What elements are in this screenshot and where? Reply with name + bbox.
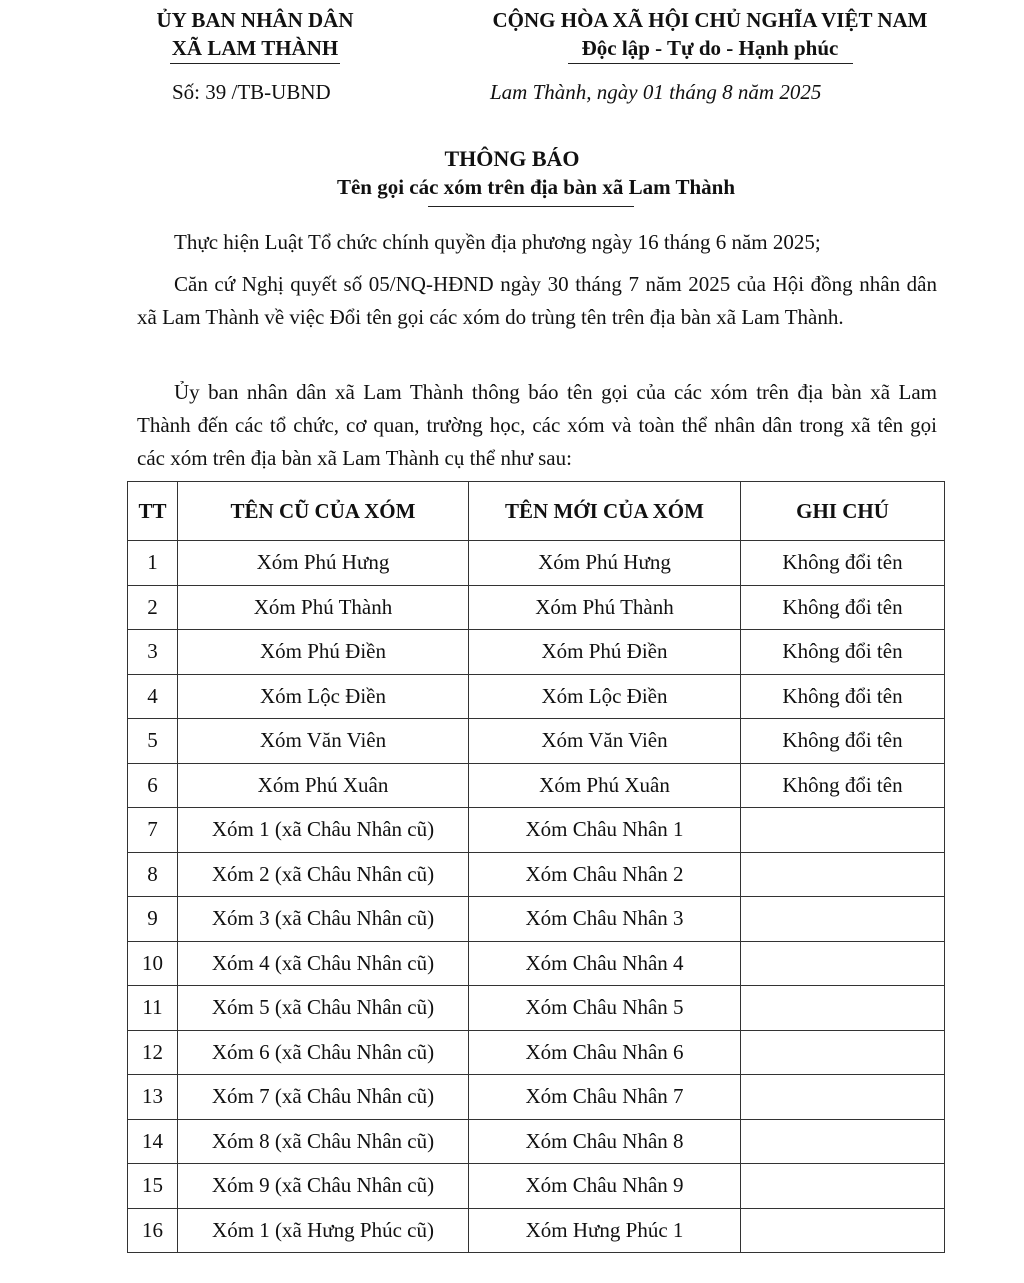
cell-note xyxy=(741,808,945,853)
cell-note: Không đổi tên xyxy=(741,763,945,808)
table-body xyxy=(128,541,945,1253)
cell-new-name: Xóm Phú Xuân xyxy=(469,763,741,808)
cell-new-name: Xóm Văn Viên xyxy=(469,719,741,764)
cell-new-name: Xóm Châu Nhân 6 xyxy=(469,1030,741,1075)
cell-old-name: Xóm 8 (xã Châu Nhân cũ) xyxy=(178,1119,469,1164)
cell-tt: 13 xyxy=(128,1075,178,1120)
table-row xyxy=(128,763,945,808)
motto-underline xyxy=(568,63,853,64)
cell-new-name: Xóm Hưng Phúc 1 xyxy=(469,1208,741,1253)
header-note: GHI CHÚ xyxy=(741,482,945,541)
cell-tt: 16 xyxy=(128,1208,178,1253)
table-row xyxy=(128,719,945,764)
table-row xyxy=(128,1075,945,1120)
document-number: Số: 39 /TB-UBND xyxy=(172,80,331,104)
cell-old-name: Xóm 1 (xã Châu Nhân cũ) xyxy=(178,808,469,853)
table-header-row xyxy=(128,482,945,541)
table-row xyxy=(128,1030,945,1075)
document-subtitle: Tên gọi các xóm trên địa bàn xã Lam Thành xyxy=(336,175,736,199)
table-row xyxy=(128,1119,945,1164)
cell-old-name: Xóm 9 (xã Châu Nhân cũ) xyxy=(178,1164,469,1209)
cell-note: Không đổi tên xyxy=(741,585,945,630)
table-row xyxy=(128,630,945,675)
cell-old-name: Xóm 1 (xã Hưng Phúc cũ) xyxy=(178,1208,469,1253)
cell-new-name: Xóm Châu Nhân 3 xyxy=(469,897,741,942)
cell-note xyxy=(741,1030,945,1075)
table-row xyxy=(128,1208,945,1253)
cell-old-name: Xóm 2 (xã Châu Nhân cũ) xyxy=(178,852,469,897)
cell-note xyxy=(741,986,945,1031)
cell-note: Không đổi tên xyxy=(741,719,945,764)
cell-new-name: Xóm Phú Thành xyxy=(469,585,741,630)
cell-note xyxy=(741,1208,945,1253)
cell-tt: 6 xyxy=(128,763,178,808)
cell-note xyxy=(741,941,945,986)
paragraph-legal-basis: Thực hiện Luật Tổ chức chính quyền địa phương ngày 16 tháng 6 năm 2025; xyxy=(174,230,821,254)
cell-note: Không đổi tên xyxy=(741,541,945,586)
cell-note xyxy=(741,1119,945,1164)
document-title: THÔNG BÁO xyxy=(444,146,580,171)
issuing-authority xyxy=(130,6,380,64)
cell-new-name: Xóm Châu Nhân 9 xyxy=(469,1164,741,1209)
cell-old-name: Xóm 7 (xã Châu Nhân cũ) xyxy=(178,1075,469,1120)
cell-tt: 9 xyxy=(128,897,178,942)
authority-line-1: ỦY BAN NHÂN DÂN xyxy=(156,8,354,32)
cell-old-name: Xóm Văn Viên xyxy=(178,719,469,764)
cell-tt: 14 xyxy=(128,1119,178,1164)
cell-old-name: Xóm 4 (xã Châu Nhân cũ) xyxy=(178,941,469,986)
cell-old-name: Xóm Phú Xuân xyxy=(178,763,469,808)
subtitle-underline xyxy=(428,206,634,207)
cell-tt: 15 xyxy=(128,1164,178,1209)
cell-note xyxy=(741,1164,945,1209)
cell-tt: 12 xyxy=(128,1030,178,1075)
table-row xyxy=(128,808,945,853)
cell-note xyxy=(741,1075,945,1120)
table-row xyxy=(128,674,945,719)
header-new-name: TÊN MỚI CỦA XÓM xyxy=(469,482,741,541)
cell-new-name: Xóm Châu Nhân 4 xyxy=(469,941,741,986)
cell-note: Không đổi tên xyxy=(741,674,945,719)
cell-new-name: Xóm Châu Nhân 8 xyxy=(469,1119,741,1164)
cell-tt: 4 xyxy=(128,674,178,719)
cell-old-name: Xóm 5 (xã Châu Nhân cũ) xyxy=(178,986,469,1031)
cell-new-name: Xóm Lộc Điền xyxy=(469,674,741,719)
table-row xyxy=(128,585,945,630)
cell-new-name: Xóm Châu Nhân 5 xyxy=(469,986,741,1031)
table-row xyxy=(128,986,945,1031)
authority-line-2: XÃ LAM THÀNH xyxy=(171,36,339,60)
national-header xyxy=(400,6,1020,64)
cell-tt: 3 xyxy=(128,630,178,675)
cell-old-name: Xóm 3 (xã Châu Nhân cũ) xyxy=(178,897,469,942)
cell-note xyxy=(741,852,945,897)
cell-tt: 1 xyxy=(128,541,178,586)
national-motto: Độc lập - Tự do - Hạnh phúc xyxy=(581,36,839,60)
cell-note xyxy=(741,897,945,942)
table-row xyxy=(128,941,945,986)
header-tt: TT xyxy=(128,482,178,541)
cell-tt: 7 xyxy=(128,808,178,853)
cell-old-name: Xóm 6 (xã Châu Nhân cũ) xyxy=(178,1030,469,1075)
cell-new-name: Xóm Châu Nhân 1 xyxy=(469,808,741,853)
cell-tt: 8 xyxy=(128,852,178,897)
header-old-name: TÊN CŨ CỦA XÓM xyxy=(178,482,469,541)
cell-old-name: Xóm Phú Điền xyxy=(178,630,469,675)
authority-underline xyxy=(170,63,340,64)
cell-new-name: Xóm Phú Điền xyxy=(469,630,741,675)
cell-new-name: Xóm Phú Hưng xyxy=(469,541,741,586)
table-row xyxy=(128,541,945,586)
cell-new-name: Xóm Châu Nhân 2 xyxy=(469,852,741,897)
table-row xyxy=(128,897,945,942)
cell-note: Không đổi tên xyxy=(741,630,945,675)
cell-tt: 11 xyxy=(128,986,178,1031)
date-line: Lam Thành, ngày 01 tháng 8 năm 2025 xyxy=(490,80,822,104)
cell-old-name: Xóm Phú Thành xyxy=(178,585,469,630)
cell-tt: 5 xyxy=(128,719,178,764)
cell-tt: 2 xyxy=(128,585,178,630)
table-row xyxy=(128,852,945,897)
country-name: CỘNG HÒA XÃ HỘI CHỦ NGHĨA VIỆT NAM xyxy=(492,8,928,32)
paragraph-resolution: Căn cứ Nghị quyết số 05/NQ-HĐND ngày 30 tháng 7 năm 2025 của Hội đồng nhân dân xã Lam Thành về việc Đổi tên gọi các xóm do trùng tên trên địa bàn xã Lam Thành. xyxy=(137,272,937,329)
cell-old-name: Xóm Phú Hưng xyxy=(178,541,469,586)
paragraph-announcement: Ủy ban nhân dân xã Lam Thành thông báo tên gọi của các xóm trên địa bàn xã Lam Thành đến các tổ chức, cơ quan, trường học, các xóm và toàn thể nhân dân trong xã tên gọi các xóm trên địa bàn xã Lam Thành cụ thể như sau: xyxy=(137,380,937,470)
cell-old-name: Xóm Lộc Điền xyxy=(178,674,469,719)
village-names-table xyxy=(127,481,945,1253)
cell-tt: 10 xyxy=(128,941,178,986)
cell-new-name: Xóm Châu Nhân 7 xyxy=(469,1075,741,1120)
table-row xyxy=(128,1164,945,1209)
